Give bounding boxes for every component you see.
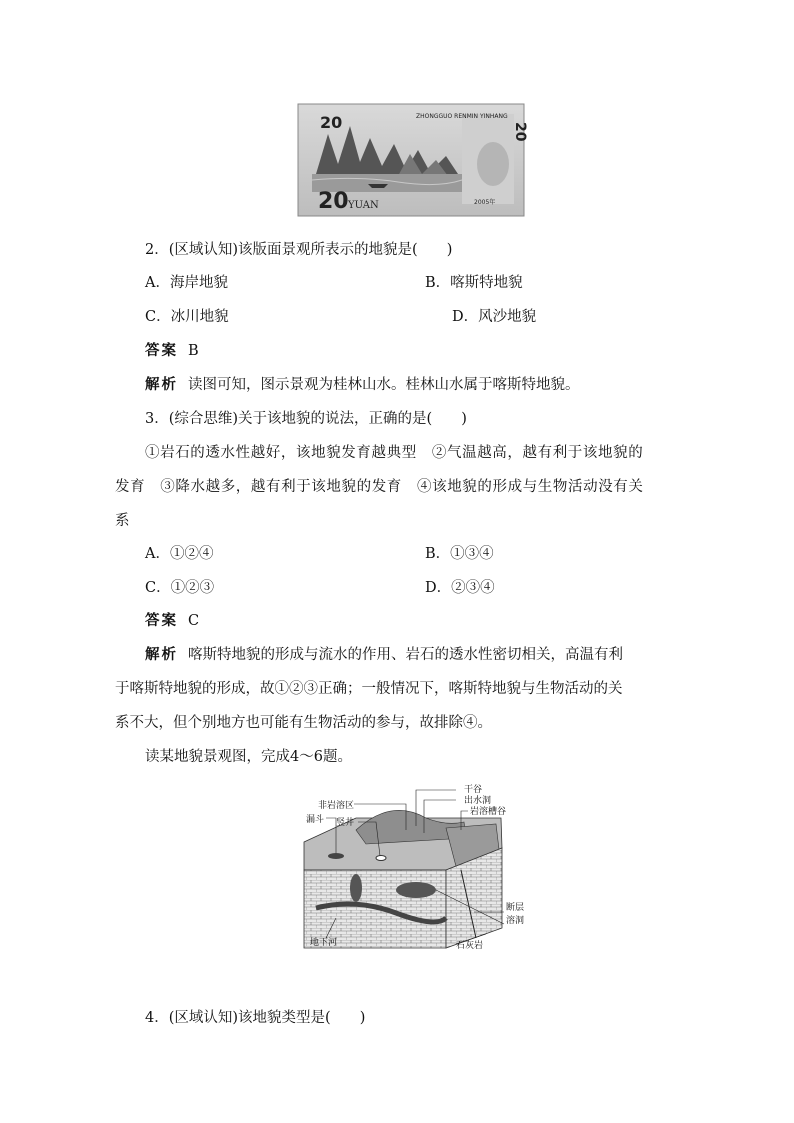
denomination-top: 20 [320,113,343,132]
label-shaft: 竖井 [336,818,355,828]
q2-option-d: D．风沙地貌 [452,309,537,325]
q2-analysis [145,373,580,394]
issue-year: 2005年 [474,199,496,206]
q2-option-b: B．喀斯特地貌 [425,275,523,291]
denomination-bottom: 20 [318,189,349,214]
label-non-karst: 非岩溶区 [318,801,355,811]
q3-analysis-line: 系不大，但个别地方也可能有生物活动的参与，故排除④。 [115,715,492,731]
answer-value: B [188,343,199,359]
q3-answer [145,609,199,630]
analysis-label: 解析 [145,647,178,663]
q2-option-a: A．海岸地貌 [145,275,228,291]
label-limestone: 石灰岩 [456,941,484,951]
q4-stem: 4．(区域认知)该地貌类型是( ) [145,1010,366,1026]
label-spring: 出水洞 [464,796,492,806]
q3-option-c: C．①②③ [145,580,215,596]
q3-option-b: B．①③④ [425,546,494,562]
q2-option-c: C．冰川地貌 [145,309,229,325]
currency-label: YUAN [348,200,379,211]
label-underground-river: 地下河 [310,938,338,948]
answer-value: C [188,613,200,629]
bank-name: ZHONGGUO RENMIN YINHANG [416,113,508,120]
label-cave: 溶洞 [506,916,525,926]
label-funnel: 漏斗 [306,815,325,825]
analysis-text: 喀斯特地貌的形成与流水的作用、岩石的透水性密切相关，高温有利 [188,647,623,663]
label-fault: 断层 [506,903,525,913]
q3-statement-line: 系 [115,513,130,529]
answer-label: 答案 [145,613,178,629]
analysis-label: 解析 [145,377,178,393]
answer-label: 答案 [145,343,178,359]
label-dry-valley: 干谷 [464,785,483,795]
q3-option-a: A．①②④ [145,546,214,562]
denomination-side: 20 [512,122,528,142]
q3-statement-line: ①岩石的透水性越好，该地貌发育越典型 ②气温越高，越有利于该地貌的 [145,445,644,461]
section-intro: 读某地貌景观图，完成4～6题。 [145,749,352,765]
analysis-text: 读图可知，图示景观为桂林山水。桂林山水属于喀斯特地貌。 [188,377,580,393]
karst-landform-diagram [296,778,526,958]
q3-analysis-line: 于喀斯特地貌的形成，故①②③正确；一般情况下，喀斯特地貌与生物活动的关 [115,681,623,697]
q3-analysis [145,643,623,664]
banknote-image [298,104,528,216]
label-karst-trough: 岩溶槽谷 [470,807,507,817]
q3-option-d: D．②③④ [425,580,495,596]
q3-stem: 3．(综合思维)关于该地貌的说法，正确的是( ) [145,411,467,427]
q2-stem: 2．(区域认知)该版面景观所表示的地貌是( ) [145,242,453,258]
q3-statement-line: 发育 ③降水越多，越有利于该地貌的发育 ④该地貌的形成与生物活动没有关 [115,479,644,495]
q2-answer [145,339,199,360]
